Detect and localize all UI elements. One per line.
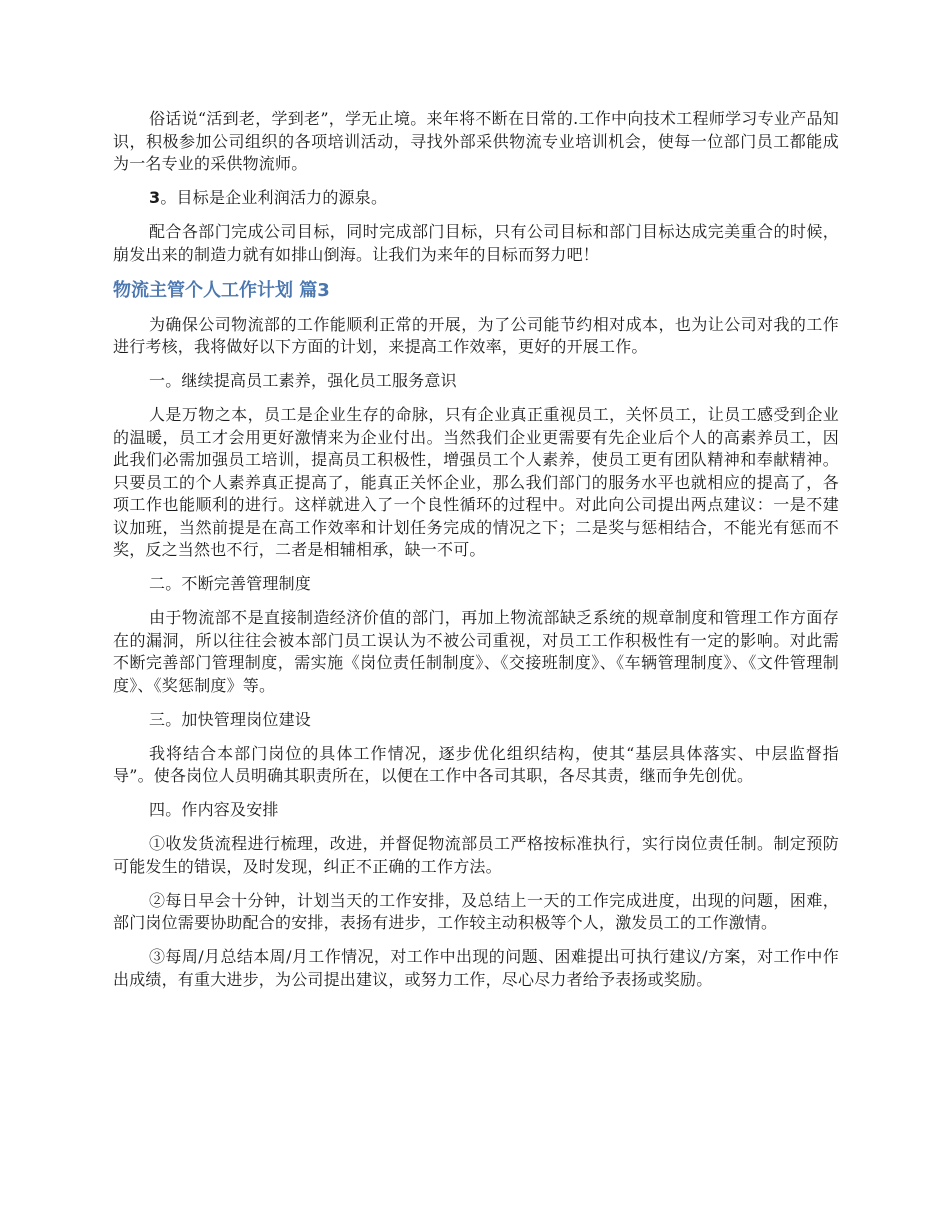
paragraph-staff: 人是万物之本，员工是企业生存的命脉，只有企业真正重视员工，关怀员工，让员工感受到企业的温暖，员工才会用更好激情来为企业付出。当然我们企业更需要有先企业后个人的高素养员工，因此我们必需加强员工培训，提高员工积极性，增强员工个人素养，使员工更有团队精神和奉献精神。只要员工的个人素养真正提高了，能真正关怀企业，那么我们部门的服务水平也就相应的提高了，各项工作也能顺利的进行。这样就进入了一个良性循环的过程中。对此向公司提出两点建议：一是不建议加班，当然前提是在高工作效率和计划任务完成的情况之下；二是奖与惩相结合，不能光有惩而不奖，反之当然也不行，二者是相辅相承，缺一不可。 [113, 405, 839, 559]
subheading-4: 四。作内容及安排 [149, 800, 279, 819]
paragraph-learning: 俗话说“活到老，学到老”，学无止境。来年将不断在日常的.工作中向技术工程师学习专业产品知识，积极参加公司组织的各项培训活动，寻找外部采供物流专业培训机会，使每一位部门员工都能成为一名专业的采供物流师。 [113, 109, 839, 173]
list-item-3 [113, 187, 839, 210]
section-heading: 物流主管个人工作计划 篇3 [113, 279, 330, 301]
subheading-3: 三。加快管理岗位建设 [149, 709, 312, 729]
paragraph-goals: 配合各部门完成公司目标，同时完成部门目标，只有公司目标和部门目标达成完美重合的时候，崩发出来的制造力就有如排山倒海。让我们为来年的目标而努力吧！ [113, 222, 839, 264]
paragraph-intro: 为确保公司物流部的工作能顺利正常的开展，为了公司能节约相对成本，也为让公司对我的工作进行考核，我将做好以下方面的计划，来提高工作效率，更好的开展工作。 [113, 314, 839, 356]
list-item-number: 3 [149, 188, 161, 207]
paragraph-task-2: ②每日早会十分钟，计划当天的工作安排，及总结上一天的工作完成进度，出现的问题，困难，部门岗位需要协助配合的安排，表扬有进步，工作较主动积极等个人，激发员工的工作激情。 [113, 890, 839, 932]
paragraph-rules: 由于物流部不是直接制造经济价值的部门，再加上物流部缺乏系统的规章制度和管理工作方面存在的漏洞，所以往往会被本部门员工误认为不被公司重视，对员工工作积极性有一定的影响。对此需不断完善部门管理制度，需实施《岗位责任制制度》、《交接班制度》、《车辆管理制度》、《文件管理制度》、《奖惩制度》等。 [113, 608, 839, 695]
subheading-1: 一。继续提高员工素养，强化员工服务意识 [149, 371, 457, 390]
subheading-2: 二。不断完善管理制度 [149, 574, 312, 593]
paragraph-task-1: ①收发货流程进行梳理，改进，并督促物流部员工严格按标准执行，实行岗位责任制。制定预防可能发生的错误，及时发现，纠正不正确的工作方法。 [113, 834, 839, 876]
list-item-text: 。目标是企业利润活力的源泉。 [160, 188, 388, 207]
paragraph-task-3: ③每周/月总结本周/月工作情况，对工作中出现的问题、困难提出可执行建议/方案，对工作中作出成绩，有重大进步，为公司提出建议，或努力工作，尽心尽力者给予表扬或奖励。 [113, 947, 839, 989]
paragraph-positions: 我将结合本部门岗位的具体工作情况，逐步优化组织结构，使其“基层具体落实、中层监督指导”。使各岗位人员明确其职责所在，以便在工作中各司其职，各尽其责，继而争先创优。 [113, 743, 839, 785]
document-body [113, 108, 839, 1003]
